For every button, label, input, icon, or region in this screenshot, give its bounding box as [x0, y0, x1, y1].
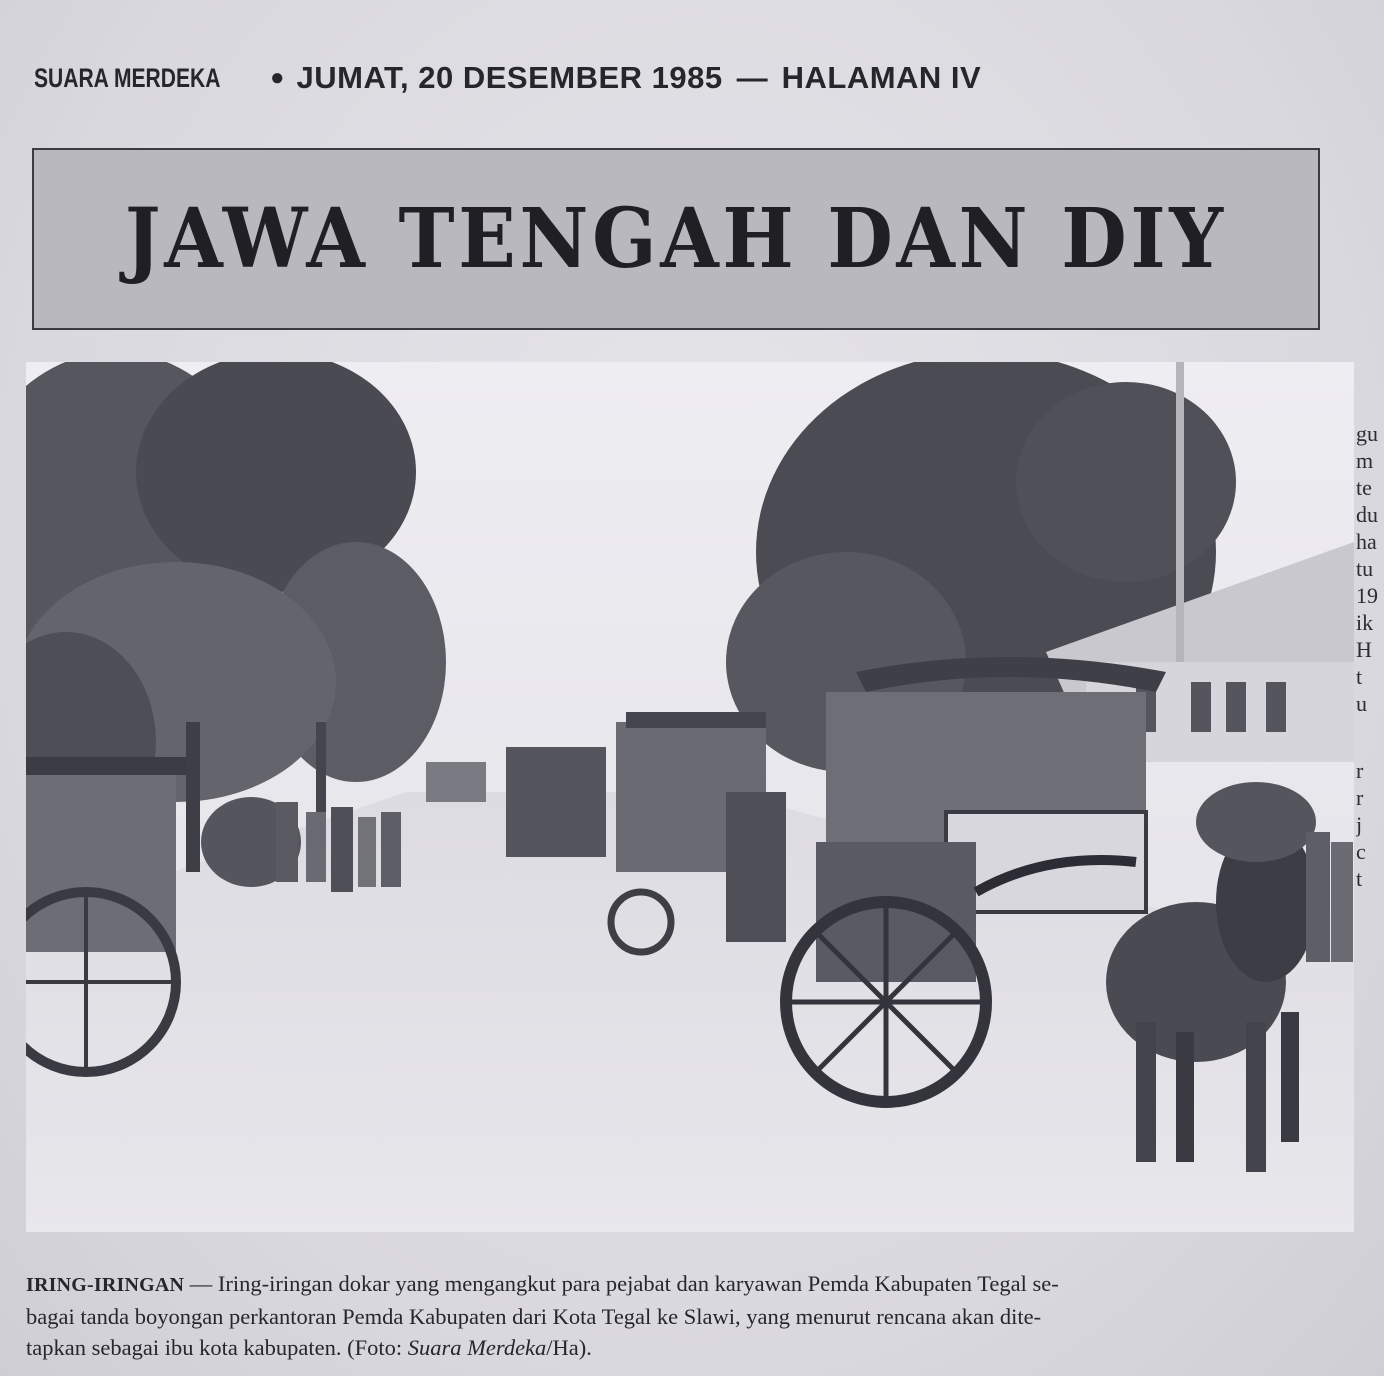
- column-fragment: ik: [1356, 610, 1374, 635]
- caption-line-1: [26, 1268, 1362, 1301]
- section-banner: [32, 148, 1320, 330]
- crowd-right: [1306, 832, 1353, 962]
- masthead: [34, 58, 1354, 98]
- caption-line-2: bagai tanda boyongan perkantoran Pemda Kabupaten dari Kota Tegal ke Slawi, yang menurut rencana akan dite-: [26, 1304, 1042, 1329]
- bullet-separator: ●: [270, 64, 285, 91]
- column-fragment: gu: [1356, 421, 1378, 446]
- column-fragment: t: [1356, 866, 1363, 891]
- crowd-left: [276, 802, 401, 892]
- issue-date: JUMAT, 20 DESEMBER 1985: [296, 60, 723, 95]
- column-fragment: 19: [1356, 583, 1378, 608]
- dash-separator: —: [736, 60, 768, 95]
- news-photo: [26, 362, 1354, 1232]
- photo-credit-source: Suara Merdeka: [407, 1335, 547, 1360]
- column-fragment: c: [1356, 839, 1366, 864]
- column-fragment: te: [1356, 475, 1372, 500]
- caption-text: /Ha).: [546, 1335, 592, 1360]
- caption-text: tapkan sebagai ibu kota kabupaten. (Foto:: [26, 1335, 408, 1360]
- column-fragment: du: [1356, 502, 1378, 527]
- page-number: HALAMAN IV: [781, 60, 982, 95]
- column-fragment: r: [1356, 785, 1364, 810]
- section-title: JAWA TENGAH DAN DIY: [125, 191, 1227, 287]
- caption-line-3: [26, 1332, 1362, 1363]
- column-fragment: u: [1356, 691, 1367, 716]
- caption-lead: IRING-IRINGAN: [26, 1274, 185, 1296]
- photo-illustration: [26, 362, 1354, 1232]
- caption-text: — Iring-iringan dokar yang mengangkut para pejabat dan karyawan Pemda Kabupaten Tegal se-: [189, 1271, 1059, 1296]
- column-fragment: r: [1356, 758, 1364, 783]
- newspaper-name: SUARA MERDEKA: [34, 62, 221, 93]
- column-fragment: H: [1356, 637, 1372, 662]
- adjacent-column-fragment: [1356, 420, 1384, 892]
- column-fragment: tu: [1356, 556, 1374, 581]
- column-fragment: m: [1356, 448, 1374, 473]
- photo-caption: [26, 1268, 1362, 1363]
- column-fragment: t: [1356, 664, 1363, 689]
- column-fragment: j: [1356, 812, 1363, 837]
- column-fragment: ha: [1356, 529, 1377, 554]
